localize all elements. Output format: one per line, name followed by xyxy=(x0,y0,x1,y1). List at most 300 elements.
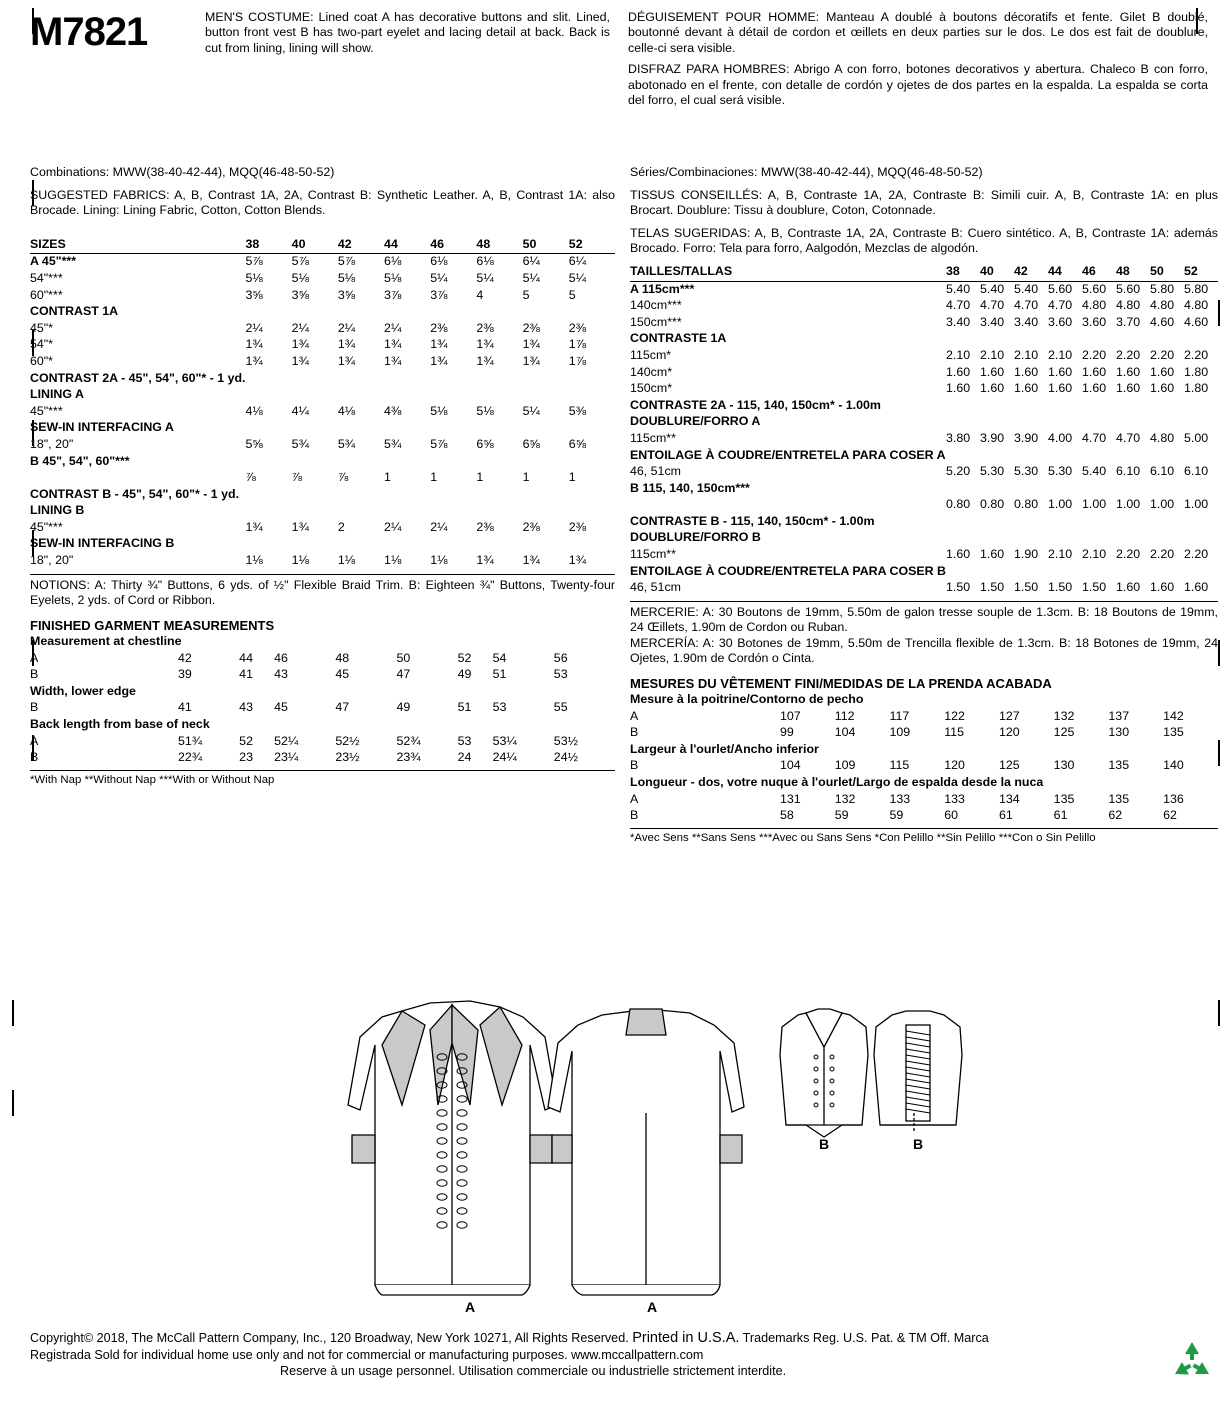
row-label: LINING B xyxy=(30,503,85,518)
table-row xyxy=(630,564,1218,581)
suggested-fabrics-fr: TISSUS CONSEILLÉS: A, B, Contraste 1A, 2A, Contraste B: Simili cuir. A, B, Contraste 1A: en plus Brocart. Doublure: Tissu à doublure, Coton, Cotonnade. xyxy=(630,187,1218,218)
row-value: 2.10 xyxy=(1047,547,1073,562)
table-row xyxy=(30,387,615,404)
row-label: B xyxy=(30,700,39,715)
crop-tick xyxy=(12,1000,14,1026)
row-value: 3⅝ xyxy=(291,287,309,302)
row-value: 135 xyxy=(1108,791,1130,806)
table-row xyxy=(630,725,1218,742)
row-value: 109 xyxy=(834,758,856,773)
label-vest-front: B xyxy=(818,1136,830,1152)
row-value: 6.10 xyxy=(1149,464,1175,479)
row-value: 5.80 xyxy=(1149,281,1175,296)
row-value: 2⅜ xyxy=(476,320,494,335)
row-value: 5⅛ xyxy=(476,403,494,418)
row-label xyxy=(630,497,946,514)
row-value: 1.60 xyxy=(945,547,971,562)
table-row xyxy=(630,792,1218,809)
crop-tick xyxy=(1218,740,1220,766)
row-value: 136 xyxy=(1163,791,1184,806)
row-value: 1⅛ xyxy=(245,553,263,568)
measurement-group-title-row xyxy=(630,775,1218,792)
row-value: 5¼ xyxy=(522,270,540,285)
row-value: 6⅝ xyxy=(476,436,494,451)
row-value: 104 xyxy=(834,725,856,740)
row-value: 39 xyxy=(178,667,192,682)
row-value: 2¼ xyxy=(291,320,309,335)
row-value: ⅞ xyxy=(337,470,349,485)
row-value: 5.40 xyxy=(945,281,971,296)
table-row xyxy=(30,404,615,421)
row-value: 51¾ xyxy=(178,733,203,748)
table-row xyxy=(30,700,615,717)
row-value: 127 xyxy=(998,708,1020,723)
row-label: CONTRASTE 1A xyxy=(630,331,727,346)
row-value: 5⅛ xyxy=(245,270,263,285)
row-value: 6.10 xyxy=(1183,464,1209,479)
table-row xyxy=(30,487,615,504)
row-value: 2.20 xyxy=(1115,547,1141,562)
row-value: 1¾ xyxy=(337,337,356,352)
table-row xyxy=(30,371,615,388)
row-label: 115cm** xyxy=(630,430,676,445)
row-value: 1⅞ xyxy=(568,353,587,368)
table-row xyxy=(630,464,1218,481)
size-header: 52 xyxy=(569,237,615,254)
row-label: 46, 51cm xyxy=(630,464,681,479)
row-value: 61 xyxy=(998,808,1013,823)
table-row xyxy=(30,553,615,570)
row-value: 2¼ xyxy=(337,320,356,335)
row-value: 4.70 xyxy=(945,298,971,313)
row-value: 5.60 xyxy=(1115,281,1141,296)
row-label: 45"*** xyxy=(30,519,63,534)
table-row xyxy=(30,321,615,338)
row-label: B xyxy=(630,725,639,740)
row-label: 54"* xyxy=(30,337,54,352)
row-value: 1¾ xyxy=(245,519,263,534)
row-label: 18", 20" xyxy=(30,436,74,451)
row-value: 1.60 xyxy=(945,364,971,379)
yardage-table-metric xyxy=(630,264,1218,597)
row-value: 49 xyxy=(396,700,411,715)
row-value: 5⅞ xyxy=(430,436,448,451)
row-value: 46 xyxy=(274,650,288,665)
row-value: 6¼ xyxy=(522,254,540,269)
row-value: 5.40 xyxy=(1013,281,1039,296)
row-label: ENTOILAGE À COUDRE/ENTRETELA PARA COSER A xyxy=(630,447,946,462)
row-value: 42 xyxy=(178,650,192,665)
row-value: 0.80 xyxy=(945,497,971,512)
row-value: 1⅛ xyxy=(291,553,309,568)
row-value: 6.10 xyxy=(1115,464,1141,479)
row-value: 23¼ xyxy=(274,750,299,765)
row-label: DOUBLURE/FORRO A xyxy=(630,414,761,429)
description-english: MEN'S COSTUME: Lined coat A has decorative buttons and slit. Lined, button front vest B has two-part eyelet and lacing detail at back. Back is cut from lining, lining will show. xyxy=(205,10,610,55)
row-value: 135 xyxy=(1053,791,1075,806)
row-value: 5⅛ xyxy=(337,270,356,285)
row-value: 4.80 xyxy=(1115,298,1141,313)
row-value: 4.70 xyxy=(1047,298,1073,313)
row-value: 142 xyxy=(1163,708,1184,723)
row-value: 4⅜ xyxy=(384,403,402,418)
table-row xyxy=(30,734,615,751)
row-value: 3⅞ xyxy=(384,287,402,302)
table-row xyxy=(630,414,1218,431)
row-value: 3.40 xyxy=(1013,314,1039,329)
row-label: 115cm** xyxy=(630,547,676,562)
row-value: 4⅛ xyxy=(337,403,356,418)
row-value: 5¼ xyxy=(568,270,587,285)
row-value: 24 xyxy=(457,750,472,765)
row-value: 109 xyxy=(889,725,911,740)
row-value: 1.00 xyxy=(1115,497,1141,512)
row-value: 62 xyxy=(1108,808,1123,823)
row-value: 1¾ xyxy=(522,553,540,568)
row-value: 1.80 xyxy=(1183,381,1209,396)
row-value: 3.60 xyxy=(1047,314,1073,329)
row-label: SEW-IN INTERFACING A xyxy=(30,420,174,435)
table-row xyxy=(630,808,1218,825)
row-value: 53 xyxy=(492,700,507,715)
row-value: 133 xyxy=(944,791,965,806)
row-value: 2.10 xyxy=(1013,347,1039,362)
row-value: 1.60 xyxy=(1149,580,1175,595)
row-value: 1.60 xyxy=(979,381,1005,396)
row-value: 5¼ xyxy=(476,270,494,285)
row-value: 133 xyxy=(889,791,911,806)
row-value: 140 xyxy=(1163,758,1184,773)
measurement-group-title: Longueur - dos, votre nuque à l'ourlet/Largo de espalda desde la nuca xyxy=(630,775,1044,790)
row-value: 24¼ xyxy=(492,750,517,765)
row-value: 4.00 xyxy=(1047,430,1073,445)
measurement-group-title-row xyxy=(30,634,615,651)
label-vest-back: B xyxy=(912,1136,924,1152)
row-value: 3.60 xyxy=(1081,314,1107,329)
row-value: 59 xyxy=(834,808,849,823)
row-value: 1⅞ xyxy=(568,337,587,352)
row-value: 1.50 xyxy=(1081,580,1107,595)
row-label: CONTRASTE 2A - 115, 140, 150cm* - 1.00m xyxy=(630,397,881,412)
row-value: 45 xyxy=(274,700,288,715)
row-value: 4 xyxy=(476,287,484,302)
row-value: 4.80 xyxy=(1149,298,1175,313)
header xyxy=(30,10,1210,114)
row-value: 5.30 xyxy=(1047,464,1073,479)
trademark-text: Trademarks Reg. U.S. Pat. & TM Off. Marca xyxy=(742,1331,989,1345)
row-value: 50 xyxy=(396,650,411,665)
row-label: 60"* xyxy=(30,353,54,368)
row-value: 1.60 xyxy=(1013,381,1039,396)
row-value: 53 xyxy=(553,667,568,682)
row-value: 5 xyxy=(568,287,576,302)
row-value: 130 xyxy=(1053,758,1075,773)
row-value: 60 xyxy=(944,808,958,823)
row-value: 4⅛ xyxy=(245,403,263,418)
row-value: 4.70 xyxy=(1115,430,1141,445)
row-label: B xyxy=(30,667,39,682)
table-row xyxy=(630,365,1218,382)
row-value: 132 xyxy=(1053,708,1075,723)
size-header: 42 xyxy=(338,237,384,254)
row-value: 43 xyxy=(274,667,288,682)
size-header: 46 xyxy=(430,237,476,254)
notions-es: MERCERÍA: A: 30 Botones de 19mm, 5.50m de Trencilla flexible de 1.3cm. B: 18 Botones de 19mm, 24 Ojetes, 1.90m de Cordón o Cinta. xyxy=(630,635,1218,666)
combinations-en: Combinations: MWW(38-40-42-44), MQQ(46-48-50-52) xyxy=(30,165,335,179)
row-value: 2.20 xyxy=(1115,347,1141,362)
row-value: 2⅜ xyxy=(568,519,587,534)
row-value: 135 xyxy=(1108,758,1130,773)
row-value: 5⅝ xyxy=(245,436,263,451)
row-value: 1.60 xyxy=(1115,381,1141,396)
row-value: 132 xyxy=(834,791,856,806)
row-label: A 115cm*** xyxy=(630,281,695,296)
sizes-label: TAILLES/TALLAS xyxy=(630,264,946,281)
row-value: 1.60 xyxy=(1115,364,1141,379)
row-value: 43 xyxy=(239,700,253,715)
row-value: 117 xyxy=(889,708,910,723)
row-value: 54 xyxy=(492,650,507,665)
row-label: B xyxy=(630,808,639,823)
row-value: 1.60 xyxy=(945,381,971,396)
table-row xyxy=(630,514,1218,531)
row-value: 1.00 xyxy=(1183,497,1209,512)
row-value: 5¼ xyxy=(430,270,448,285)
size-header: 42 xyxy=(1014,264,1048,281)
row-value: 61 xyxy=(1053,808,1068,823)
table-row xyxy=(30,337,615,354)
row-value: 1.60 xyxy=(1047,381,1073,396)
notions-en: NOTIONS: A: Thirty ¾" Buttons, 6 yds. of ½" Flexible Braid Trim. B: Eighteen ¾" Buttons, Twenty-four Eyelets, 2 yds. of Cord or Ribbon. xyxy=(30,574,615,609)
table-row xyxy=(630,758,1218,775)
row-label: CONTRAST B - 45", 54", 60"* - 1 yd. xyxy=(30,486,240,501)
row-value: 2⅜ xyxy=(476,519,494,534)
table-row xyxy=(630,281,1218,298)
size-header: 46 xyxy=(1082,264,1116,281)
size-header: 38 xyxy=(946,264,980,281)
row-value: 23 xyxy=(239,750,253,765)
suggested-fabrics-en: SUGGESTED FABRICS: A, B, Contrast 1A, 2A, Contrast B: Synthetic Leather. A, B, Contrast 1A: also Brocade. Lining: Lining Fabric, Cotton, Cotton Blends. xyxy=(30,187,615,218)
row-value: 1¾ xyxy=(430,353,448,368)
table-row xyxy=(30,503,615,520)
row-value: 49 xyxy=(457,667,472,682)
row-value: 55 xyxy=(553,700,568,715)
row-value: 112 xyxy=(834,708,855,723)
size-header: 48 xyxy=(1116,264,1150,281)
vest-front-icon xyxy=(780,1009,868,1137)
table-row xyxy=(30,288,615,305)
row-value: 1¾ xyxy=(522,337,540,352)
row-label: A 45"*** xyxy=(30,254,77,269)
table-row xyxy=(30,750,615,767)
row-value: 1 xyxy=(384,470,391,485)
table-row xyxy=(630,315,1218,332)
size-header: 52 xyxy=(1184,264,1218,281)
row-value: ⅞ xyxy=(245,470,256,485)
table-row xyxy=(30,354,615,371)
size-header: 40 xyxy=(292,237,338,254)
row-value: 5¾ xyxy=(384,436,402,451)
row-value: 137 xyxy=(1108,708,1130,723)
row-value: 1.60 xyxy=(1183,580,1209,595)
row-value: 53¼ xyxy=(492,733,517,748)
nap-note-en: *With Nap **Without Nap ***With or Without Nap xyxy=(30,770,615,789)
row-value: 47 xyxy=(335,700,350,715)
copyright-block xyxy=(30,1330,1150,1380)
row-value: 6⅛ xyxy=(476,254,494,269)
row-value: 1¾ xyxy=(476,553,494,568)
row-value: ⅞ xyxy=(291,470,303,485)
table-row xyxy=(630,348,1218,365)
row-label: CONTRASTE B - 115, 140, 150cm* - 1.00m xyxy=(630,513,875,528)
row-value: 1.60 xyxy=(1013,364,1039,379)
row-value: 22¾ xyxy=(178,750,203,765)
row-value: 1¾ xyxy=(245,337,263,352)
finished-measurements-table-imperial xyxy=(30,634,615,767)
table-row xyxy=(30,420,615,437)
row-value: 3⅞ xyxy=(430,287,448,302)
row-value: 1.60 xyxy=(1081,381,1107,396)
row-value: 23½ xyxy=(335,750,360,765)
row-value: 0.80 xyxy=(1013,497,1039,512)
row-value: 1.60 xyxy=(1149,381,1175,396)
finished-measurements-title-en: FINISHED GARMENT MEASUREMENTS xyxy=(30,618,275,634)
row-value: 5.40 xyxy=(979,281,1005,296)
row-value: 1.60 xyxy=(979,364,1005,379)
row-label: SEW-IN INTERFACING B xyxy=(30,536,175,551)
row-value: 1¾ xyxy=(291,353,309,368)
row-label: LINING A xyxy=(30,387,84,402)
row-label: 45"* xyxy=(30,320,54,335)
row-value: 2⅜ xyxy=(522,519,540,534)
row-value: 135 xyxy=(1163,725,1184,740)
row-value: 1¾ xyxy=(476,337,494,352)
row-value: 5.80 xyxy=(1183,281,1209,296)
row-value: 1⅛ xyxy=(384,553,402,568)
table-row xyxy=(630,431,1218,448)
row-value: 1.60 xyxy=(1081,364,1107,379)
row-value: 2⅜ xyxy=(522,320,540,335)
row-value: 1¾ xyxy=(568,553,587,568)
row-value: 2.20 xyxy=(1183,347,1209,362)
row-value: 2¼ xyxy=(384,519,402,534)
row-value: 23¾ xyxy=(396,750,421,765)
row-label xyxy=(30,470,245,487)
row-value: 1.60 xyxy=(979,547,1005,562)
row-value: 4.70 xyxy=(979,298,1005,313)
row-value: 6¼ xyxy=(568,254,587,269)
row-value: 1.60 xyxy=(1149,364,1175,379)
row-value: 4.80 xyxy=(1081,298,1107,313)
notions-fr: MERCERIE: A: 30 Boutons de 19mm, 5.50m de galon tresse souple de 1.3cm. B: 18 Boutons de 19mm, 24 Œillets, 1.90m de Cordon ou Ruban. xyxy=(630,601,1218,636)
row-value: 5⅜ xyxy=(568,403,587,418)
row-value: 1.60 xyxy=(1047,364,1073,379)
row-value: 53 xyxy=(457,733,472,748)
row-value: 1.50 xyxy=(979,580,1005,595)
vest-back-icon xyxy=(874,1011,962,1131)
row-value: 5.40 xyxy=(1081,464,1107,479)
size-header: 40 xyxy=(980,264,1014,281)
row-value: 3.70 xyxy=(1115,314,1141,329)
row-value: 99 xyxy=(780,725,794,740)
row-value: 2.20 xyxy=(1183,547,1209,562)
row-value: 1 xyxy=(430,470,438,485)
table-row xyxy=(630,547,1218,564)
table-row xyxy=(30,470,615,487)
finished-measurements-table-metric xyxy=(630,692,1218,825)
row-label: 18", 20" xyxy=(30,553,74,568)
row-value: 41 xyxy=(178,700,192,715)
copyright-line-2: Registrada Sold for individual home use only and not for commercial or manufacturing purposes. www.mccallpattern.com xyxy=(30,1347,704,1362)
row-label: 115cm* xyxy=(630,347,672,362)
measurement-group-title: Width, lower edge xyxy=(30,683,136,698)
row-value: 0.80 xyxy=(979,497,1005,512)
crop-tick xyxy=(12,1090,14,1116)
row-label: CONTRAST 2A - 45", 54", 60"* - 1 yd. xyxy=(30,370,246,385)
row-label: 150cm*** xyxy=(630,314,682,329)
table-row xyxy=(30,437,615,454)
row-value: 5.20 xyxy=(945,464,971,479)
row-value: 52¼ xyxy=(274,733,299,748)
table-row xyxy=(30,651,615,668)
crop-tick xyxy=(1218,640,1220,666)
crop-tick xyxy=(1218,1000,1220,1026)
row-label: 150cm* xyxy=(630,381,673,396)
row-value: 62 xyxy=(1163,808,1177,823)
row-label: B xyxy=(630,758,639,773)
line-drawings xyxy=(30,985,1210,1315)
yardage-table-imperial xyxy=(30,237,615,570)
row-value: 1.50 xyxy=(1047,580,1073,595)
row-value: 52½ xyxy=(335,733,360,748)
printed-in-usa: Printed in U.S.A. xyxy=(632,1330,740,1346)
row-value: 4.70 xyxy=(1081,430,1107,445)
row-value: 3.80 xyxy=(945,430,971,445)
table-row xyxy=(630,331,1218,348)
table-row xyxy=(630,381,1218,398)
row-value: 2.20 xyxy=(1149,547,1175,562)
table-row xyxy=(30,667,615,684)
row-value: 5 xyxy=(522,287,530,302)
row-value: 2.10 xyxy=(979,347,1005,362)
row-value: 5⅞ xyxy=(337,254,356,269)
row-value: 125 xyxy=(1053,725,1075,740)
row-label: B 45", 54", 60"*** xyxy=(30,453,130,468)
row-label: A xyxy=(630,791,639,806)
row-value: 52 xyxy=(239,733,253,748)
row-label: B 115, 140, 150cm*** xyxy=(630,480,750,495)
finished-measurements-title-fr: MESURES DU VÊTEMENT FINI/MEDIDAS DE LA PRENDA ACABADA xyxy=(630,676,1052,692)
row-value: 134 xyxy=(998,791,1020,806)
measurement-group-title: Mesure à la poitrine/Contorno de pecho xyxy=(630,692,864,707)
pattern-number: M7821 xyxy=(30,10,148,54)
coat-front-icon xyxy=(348,1001,557,1295)
size-header: 48 xyxy=(476,237,522,254)
row-value: 2.20 xyxy=(1149,347,1175,362)
row-value: 1¾ xyxy=(430,337,448,352)
row-value: 5⅛ xyxy=(430,403,448,418)
recycle-icon xyxy=(1172,1340,1212,1384)
row-value: 5¾ xyxy=(337,436,356,451)
row-value: 107 xyxy=(780,708,801,723)
row-label: 46, 51cm xyxy=(630,580,681,595)
suggested-fabrics-es: TELAS SUGERIDAS: A, B, Contraste 1A, 2A, Contraste B: Cuero sintético. A, B, Contraste 1A: además Brocado. Forro: Tela para forro, Aalgodón, Mezclas de algodón. xyxy=(630,225,1218,256)
table-row xyxy=(630,481,1218,498)
row-value: 130 xyxy=(1108,725,1130,740)
row-value: 24½ xyxy=(553,750,578,765)
row-value: 4.60 xyxy=(1149,314,1175,329)
row-value: 1¾ xyxy=(384,353,402,368)
